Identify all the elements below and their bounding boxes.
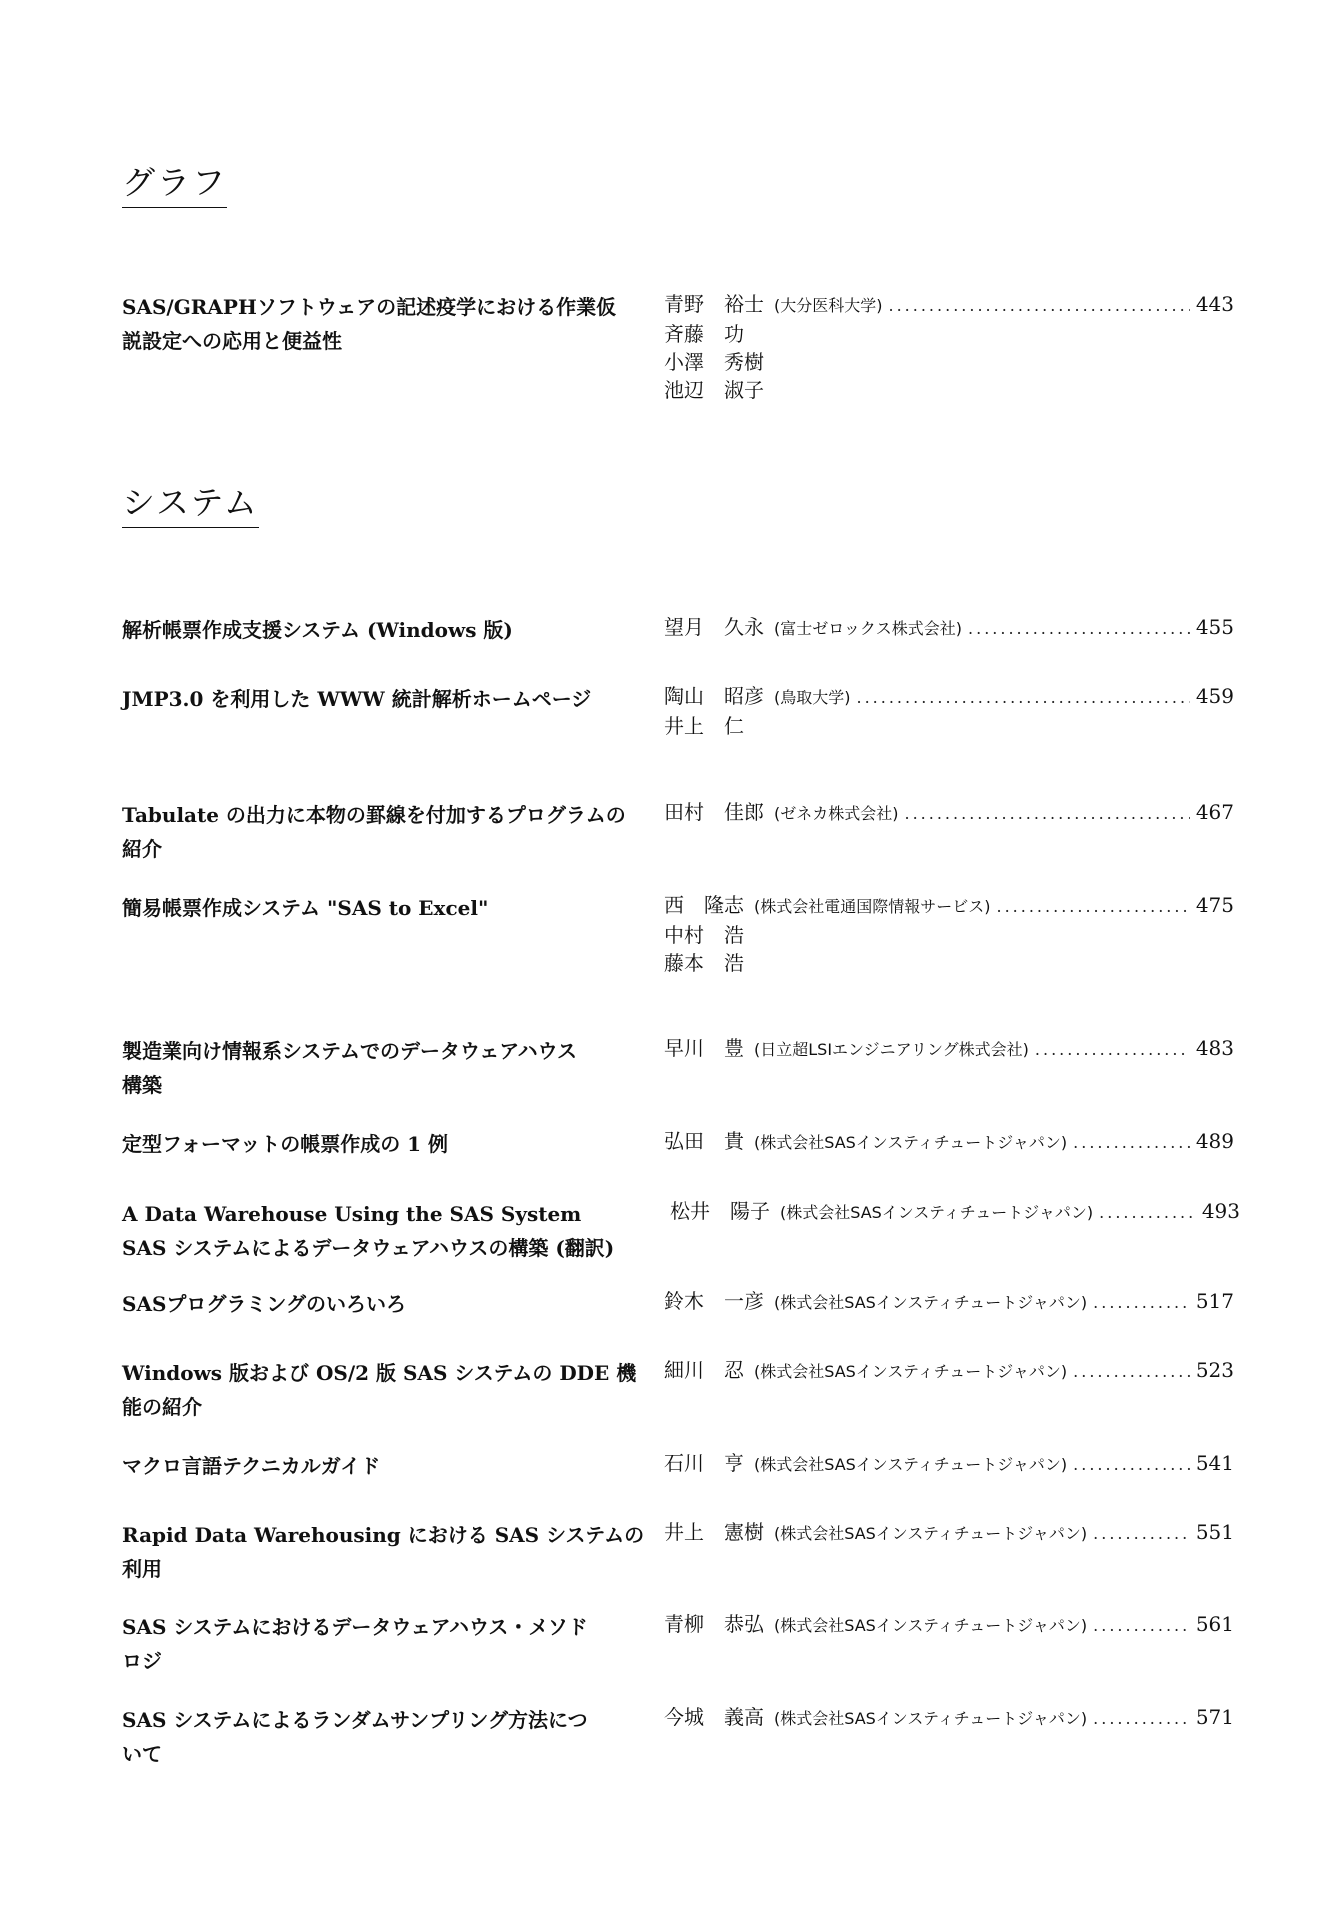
entry-title: マクロ言語テクニカルガイド xyxy=(122,1454,381,1478)
page-number: 483 xyxy=(1195,1036,1234,1060)
author-name: 小澤 秀樹 xyxy=(664,350,764,374)
dot-leader xyxy=(1073,1129,1190,1157)
dot-leader xyxy=(857,684,1190,712)
author-name: 石川 亨 xyxy=(664,1451,744,1475)
entry-authors xyxy=(664,798,1234,828)
author-line xyxy=(664,376,1234,404)
author-affiliation: (株式会社SASインスティチュートジャパン) xyxy=(754,1455,1068,1474)
author-affiliation: (富士ゼロックス株式会社) xyxy=(774,619,963,638)
author-affiliation: (株式会社SASインスティチュートジャパン) xyxy=(774,1293,1088,1312)
entry-title: Rapid Data Warehousing における SAS システムの 利用 xyxy=(122,1523,645,1581)
dot-leader xyxy=(1093,1612,1190,1640)
page-number: 493 xyxy=(1201,1199,1240,1223)
section-heading-system: システム xyxy=(122,483,259,528)
page-number: 561 xyxy=(1195,1612,1234,1636)
entry-authors xyxy=(664,1287,1234,1317)
author-line xyxy=(664,290,1234,320)
entry-authors xyxy=(664,1034,1234,1064)
author-name: 望月 久永 xyxy=(664,615,764,639)
author-line xyxy=(664,891,1234,921)
dot-leader xyxy=(1093,1705,1190,1733)
entry-authors xyxy=(664,290,1234,404)
author-name: 青柳 恭弘 xyxy=(664,1612,764,1636)
entry-title: SAS システムによるランダムサンプリング方法につ いて xyxy=(122,1708,588,1766)
author-line xyxy=(664,682,1234,712)
entry-authors xyxy=(664,1127,1234,1157)
entry-title: 簡易帳票作成システム "SAS to Excel" xyxy=(122,896,489,920)
author-name: 陶山 昭彦 xyxy=(664,684,764,708)
entry-authors xyxy=(664,1610,1234,1640)
author-name: 今城 義高 xyxy=(664,1705,764,1729)
author-affiliation: (日立超LSIエンジニアリング株式会社) xyxy=(754,1040,1029,1059)
page-number: 443 xyxy=(1195,292,1234,316)
author-line xyxy=(664,921,1234,949)
entry-authors xyxy=(664,1356,1234,1386)
page-number: 467 xyxy=(1195,800,1234,824)
author-name: 池辺 淑子 xyxy=(664,378,764,402)
page-number: 489 xyxy=(1195,1129,1234,1153)
author-line xyxy=(664,1127,1234,1157)
author-line xyxy=(664,798,1234,828)
author-affiliation: (株式会社SASインスティチュートジャパン) xyxy=(754,1362,1068,1381)
dot-leader xyxy=(1093,1289,1190,1317)
entry-title: Tabulate の出力に本物の罫線を付加するプログラムの 紹介 xyxy=(122,803,626,861)
entry-title: SAS/GRAPHソフトウェアの記述疫学における作業仮 説設定への応用と便益性 xyxy=(122,295,617,353)
dot-leader xyxy=(1035,1036,1190,1064)
dot-leader xyxy=(1093,1520,1190,1548)
author-affiliation: (大分医科大学) xyxy=(774,296,883,315)
entry-title: 製造業向け情報系システムでのデータウェアハウス 構築 xyxy=(122,1039,577,1097)
author-name: 細川 忍 xyxy=(664,1358,744,1382)
dot-leader xyxy=(889,292,1190,320)
entry-title: SAS システムにおけるデータウェアハウス・メソド ロジ xyxy=(122,1615,588,1673)
dot-leader xyxy=(1073,1358,1190,1386)
page-number: 517 xyxy=(1195,1289,1234,1313)
entry-authors xyxy=(664,613,1234,643)
entry-authors xyxy=(664,682,1234,740)
author-name: 西 隆志 xyxy=(664,893,744,917)
author-affiliation: (株式会社SASインスティチュートジャパン) xyxy=(774,1616,1088,1635)
author-affiliation: (株式会社電通国際情報サービス) xyxy=(754,897,991,916)
entry-authors xyxy=(664,891,1234,977)
page-number: 551 xyxy=(1195,1520,1234,1544)
author-name: 青野 裕士 xyxy=(664,292,764,316)
author-line xyxy=(664,1287,1234,1317)
author-name: 松井 陽子 xyxy=(670,1199,770,1223)
page-number: 523 xyxy=(1195,1358,1234,1382)
dot-leader xyxy=(1073,1451,1190,1479)
author-line xyxy=(664,949,1234,977)
author-line xyxy=(664,348,1234,376)
entry-title: SASプログラミングのいろいろ xyxy=(122,1292,407,1316)
author-affiliation: (鳥取大学) xyxy=(774,688,851,707)
author-name: 井上 仁 xyxy=(664,714,744,738)
author-line xyxy=(664,1610,1234,1640)
entry-authors xyxy=(664,1518,1234,1548)
author-line xyxy=(664,1356,1234,1386)
page-number: 571 xyxy=(1195,1705,1234,1729)
dot-leader xyxy=(905,800,1190,828)
author-line xyxy=(664,613,1234,643)
entry-authors xyxy=(670,1197,1240,1227)
author-line xyxy=(664,1703,1234,1733)
page-number: 455 xyxy=(1195,615,1234,639)
entry-title: 定型フォーマットの帳票作成の 1 例 xyxy=(122,1132,449,1156)
entry-title: A Data Warehouse Using the SAS System SAS システムによるデータウェアハウスの構築 (翻訳) xyxy=(122,1202,615,1260)
entry-title: JMP3.0 を利用した WWW 統計解析ホームページ xyxy=(122,687,592,711)
author-line xyxy=(664,320,1234,348)
entry-authors xyxy=(664,1703,1234,1733)
entry-title: 解析帳票作成支援システム (Windows 版) xyxy=(122,618,513,642)
author-affiliation: (株式会社SASインスティチュートジャパン) xyxy=(780,1203,1094,1222)
author-name: 井上 憲樹 xyxy=(664,1520,764,1544)
author-affiliation: (株式会社SASインスティチュートジャパン) xyxy=(774,1709,1088,1728)
author-affiliation: (ゼネカ株式会社) xyxy=(774,804,899,823)
author-name: 斉藤 功 xyxy=(664,322,744,346)
page-number: 475 xyxy=(1195,893,1234,917)
author-line xyxy=(664,1449,1234,1479)
author-affiliation: (株式会社SASインスティチュートジャパン) xyxy=(754,1133,1068,1152)
author-name: 弘田 貴 xyxy=(664,1129,744,1153)
dot-leader xyxy=(997,893,1190,921)
author-name: 中村 浩 xyxy=(664,923,744,947)
entry-title: Windows 版および OS/2 版 SAS システムの DDE 機 能の紹介 xyxy=(122,1361,637,1419)
author-line xyxy=(664,1034,1234,1064)
author-name: 藤本 浩 xyxy=(664,951,744,975)
entry-authors xyxy=(664,1449,1234,1479)
section-heading-graph: グラフ xyxy=(122,163,227,208)
page-number: 459 xyxy=(1195,684,1234,708)
author-line xyxy=(664,712,1234,740)
author-line xyxy=(664,1518,1234,1548)
dot-leader xyxy=(968,615,1190,643)
author-affiliation: (株式会社SASインスティチュートジャパン) xyxy=(774,1524,1088,1543)
author-line xyxy=(670,1197,1240,1227)
author-name: 鈴木 一彦 xyxy=(664,1289,764,1313)
author-name: 田村 佳郎 xyxy=(664,800,764,824)
author-name: 早川 豊 xyxy=(664,1036,744,1060)
page-number: 541 xyxy=(1195,1451,1234,1475)
dot-leader xyxy=(1099,1199,1196,1227)
